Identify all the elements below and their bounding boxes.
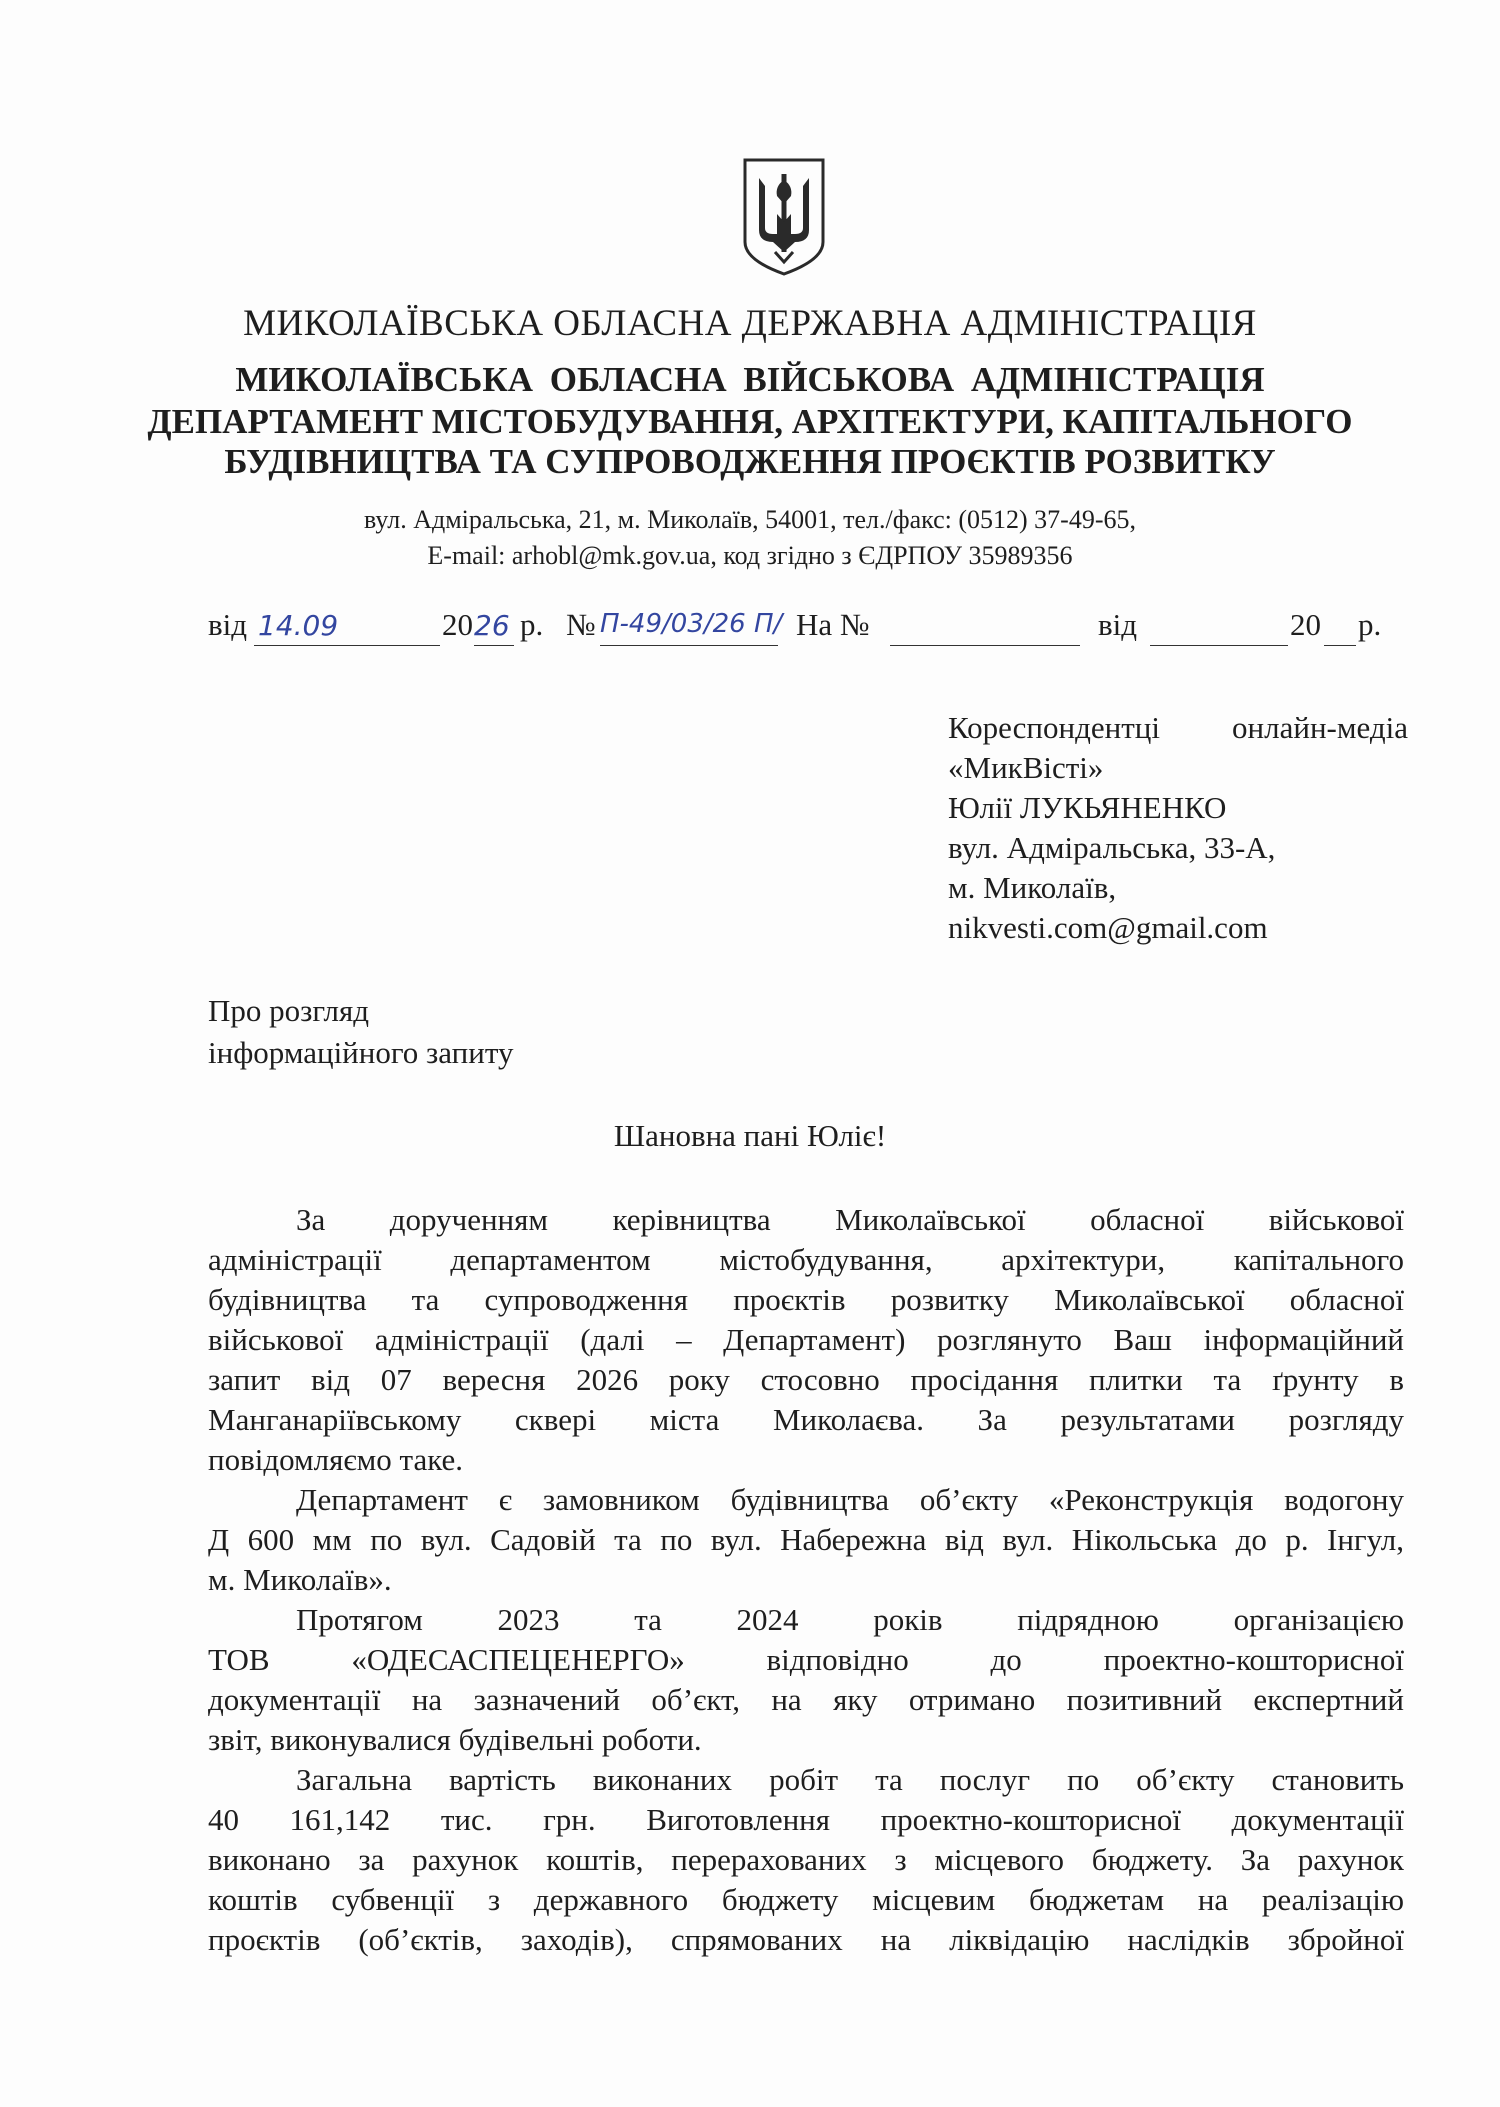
ref-year-underline bbox=[474, 645, 514, 646]
recipient-email: nikvesti.com@gmail.com bbox=[948, 910, 1268, 945]
header-department-line1: ДЕПАРТАМЕНТ МІСТОБУДУВАННЯ, АРХІТЕКТУРИ, КАПІТАЛЬНОГО bbox=[147, 402, 1353, 441]
ref-year-suffix: р. bbox=[520, 607, 544, 642]
body-line: ТОВ «ОДЕСАСПЕЦЕНЕРГО» відповідно до проектно-кошторисної bbox=[208, 1642, 1404, 1677]
body-line: За дорученням керівництва Миколаївської обласної військової bbox=[296, 1202, 1404, 1237]
body-line: Манганаріївському сквері міста Миколаєва. За результатами розгляду bbox=[208, 1402, 1404, 1437]
letter-body bbox=[208, 1200, 1404, 1960]
body-line: повідомляємо таке. bbox=[208, 1442, 464, 1477]
body-line: звіт, виконувалися будівельні роботи. bbox=[208, 1722, 702, 1757]
body-line: Департамент є замовником будівництва об’єкту «Реконструкція водогону bbox=[296, 1482, 1404, 1517]
ref-from2-label: від bbox=[1098, 607, 1138, 642]
recipient-street: вул. Адміральська, 33-А, bbox=[948, 830, 1276, 865]
ref-year2-blank bbox=[1324, 645, 1356, 646]
body-line: проєктів (об’єктів, заходів), спрямованих на ліквідацію наслідків збройної bbox=[208, 1922, 1404, 1957]
recipient-line: «МикВісті» bbox=[948, 750, 1104, 785]
body-line: документації на зазначений об’єкт, на яку отримано позитивний експертний bbox=[208, 1682, 1404, 1717]
body-line: запит від 07 вересня 2026 року стосовно просідання плитки та ґрунту в bbox=[208, 1362, 1404, 1397]
body-line: адміністрації департаментом містобудування, архітектури, капітального bbox=[208, 1242, 1404, 1277]
header-department-line2: БУДІВНИЦТВА ТА СУПРОВОДЖЕННЯ ПРОЄКТІВ РОЗВИТКУ bbox=[224, 442, 1276, 481]
ref-on-number-blank bbox=[890, 645, 1080, 646]
recipient-city: м. Миколаїв, bbox=[948, 870, 1117, 905]
body-line: 40 161,142 тис. грн. Виготовлення проектно-кошторисної документації bbox=[208, 1802, 1404, 1837]
ref-year-prefix: 20 bbox=[442, 607, 473, 642]
salutation: Шановна пані Юліє! bbox=[613, 1118, 887, 1153]
ref-date-handwritten: 14.09 bbox=[258, 609, 339, 642]
header-address: вул. Адміральська, 21, м. Миколаїв, 54001, тел./факс: (0512) 37-49-65, bbox=[363, 505, 1136, 534]
body-line: Протягом 2023 та 2024 років підрядною організацією bbox=[296, 1602, 1404, 1637]
body-line: Д 600 мм по вул. Садовій та по вул. Набережна від вул. Нікольська до р. Інгул, bbox=[208, 1522, 1404, 1557]
header-military-administration: МИКОЛАЇВСЬКА ОБЛАСНА ВІЙСЬКОВА АДМІНІСТРАЦІЯ bbox=[235, 360, 1265, 399]
reference-line bbox=[208, 607, 1388, 651]
body-line: коштів субвенції з державного бюджету місцевим бюджетам на реалізацію bbox=[208, 1882, 1404, 1917]
recipient-name: Юлії ЛУКЬЯНЕНКО bbox=[948, 790, 1227, 825]
subject-line: Про розгляд bbox=[208, 993, 370, 1028]
body-line: будівництва та супроводження проєктів розвитку Миколаївської обласної bbox=[208, 1282, 1404, 1317]
recipient-block bbox=[948, 708, 1408, 948]
recipient-line: Кореспондентці онлайн-медіа bbox=[948, 710, 1408, 745]
ref-date-underline bbox=[254, 645, 440, 646]
trident-coat-of-arms-icon bbox=[741, 156, 827, 278]
ref-year2-suffix: р. bbox=[1358, 607, 1382, 642]
subject-line: інформаційного запиту bbox=[208, 1035, 514, 1070]
ref-number-underline bbox=[600, 645, 778, 646]
ref-year2-prefix: 20 bbox=[1290, 607, 1321, 642]
body-line: Загальна вартість виконаних робіт та послуг по об’єкту становить bbox=[296, 1762, 1404, 1797]
body-line: військової адміністрації (далі – Департамент) розглянуто Ваш інформаційний bbox=[208, 1322, 1404, 1357]
header-state-administration: МИКОЛАЇВСЬКА ОБЛАСНА ДЕРЖАВНА АДМІНІСТРАЦІЯ bbox=[243, 303, 1257, 344]
ref-number-label: № bbox=[566, 607, 596, 642]
ref-from-label: від bbox=[208, 607, 248, 642]
ref-year-handwritten: 26 bbox=[474, 609, 510, 642]
ref-date2-blank bbox=[1150, 645, 1288, 646]
body-line: м. Миколаїв». bbox=[208, 1562, 392, 1597]
ref-number-handwritten: П-49/03/26 П/ bbox=[600, 609, 783, 639]
ref-on-number-label: На № bbox=[796, 607, 870, 642]
header-email-code: E-mail: arhobl@mk.gov.ua, код згідно з ЄДРПОУ 35989356 bbox=[427, 541, 1073, 570]
body-line: виконано за рахунок коштів, перерахованих з місцевого бюджету. За рахунок bbox=[208, 1842, 1404, 1877]
subject-block bbox=[208, 990, 513, 1074]
